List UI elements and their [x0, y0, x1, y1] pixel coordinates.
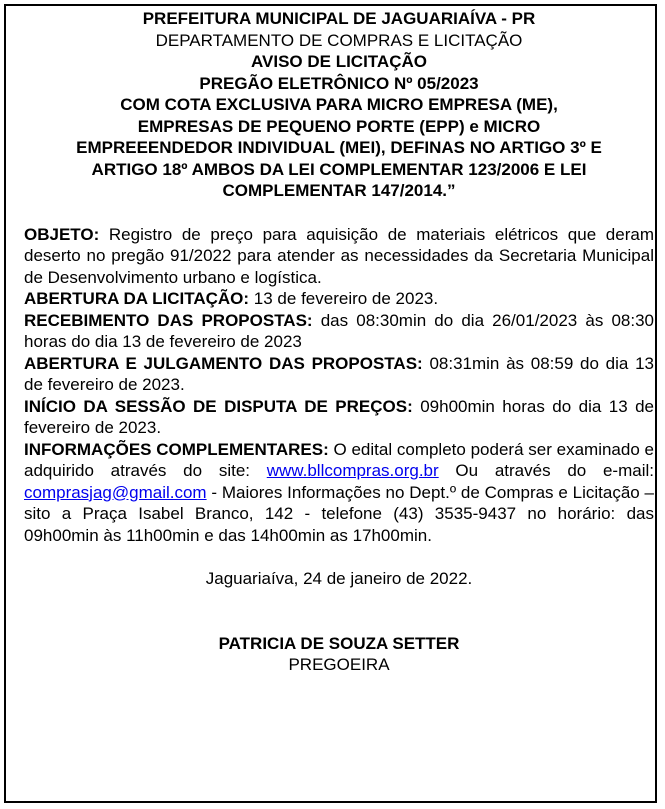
info-text-1: O edital completo poderá ser examinado e adquirido através do site: — [24, 439, 654, 480]
inicio-text: 09h00min horas do dia 13 de fevereiro de 2023. — [24, 396, 654, 437]
abertura-text: 13 de fevereiro de 2023. — [249, 289, 439, 308]
header — [24, 8, 654, 202]
julgamento-text: 08:31min às 08:59 do dia 13 de fevereiro de 2023. — [24, 353, 654, 394]
info-text-2: Ou através do e-mail: — [438, 461, 654, 480]
inicio-paragraph — [24, 396, 654, 439]
julgamento-paragraph — [24, 353, 654, 396]
notice-body — [24, 224, 654, 547]
info-paragraph — [24, 439, 654, 547]
recebimento-label: RECEBIMENTO DAS PROPOSTAS: — [24, 310, 313, 330]
header-cota-line-3: EMPREEENDEDOR INDIVIDUAL (MEI), DEFINAS NO ARTIGO 3º E — [76, 138, 602, 157]
header-pregao: PREGÃO ELETRÔNICO Nº 05/2023 — [199, 73, 479, 93]
document — [24, 8, 654, 676]
signature-name: PATRICIA DE SOUZA SETTER — [218, 633, 460, 653]
abertura-label: ABERTURA DA LICITAÇÃO: — [24, 289, 250, 308]
header-cota-line-1: COM COTA EXCLUSIVA PARA MICRO EMPRESA (ME), — [120, 95, 558, 114]
objeto-text: Registro de preço para aquisição de materiais elétricos que deram deserto no pregão 91/2022 para atender as necessidades da Secretaria Municipal de Desenvolvimento urbano e logística. — [24, 224, 654, 287]
recebimento-paragraph — [24, 310, 654, 353]
info-label: INFORMAÇÕES COMPLEMENTARES: — [24, 439, 329, 459]
signature-block — [24, 633, 654, 676]
info-text-3: - Maiores Informações no Dept.º de Compras e Licitação – sito a Praça Isabel Branco, 142 - telefone (43) 3535-9437 no horário: das 09h00min às 11h00min e das 14h00min as 17h00min. — [24, 482, 654, 545]
site-link[interactable]: www.bllcompras.org.br — [266, 461, 439, 480]
header-cota-line-5: COMPLEMENTAR 147/2014.” — [222, 181, 456, 200]
recebimento-text: das 08:30min do dia 26/01/2023 às 08:30 horas do dia 13 de fevereiro de 2023 — [24, 310, 654, 351]
document-date: Jaguariaíva, 24 de janeiro de 2022. — [205, 569, 473, 588]
email-link[interactable]: comprasjag@gmail.com — [24, 482, 207, 502]
abertura-paragraph — [24, 288, 654, 310]
signature-role: PREGOEIRA — [288, 655, 390, 674]
inicio-label: INÍCIO DA SESSÃO DE DISPUTA DE PREÇOS: — [24, 396, 413, 416]
objeto-label: OBJETO: — [24, 224, 100, 244]
header-cota-line-2: EMPRESAS DE PEQUENO PORTE (EPP) e MICRO — [137, 116, 541, 136]
header-aviso: AVISO DE LICITAÇÃO — [251, 52, 427, 71]
header-cota-line-4: ARTIGO 18º AMBOS DA LEI COMPLEMENTAR 123/2006 E LEI — [91, 159, 587, 179]
header-departamento: DEPARTAMENTO DE COMPRAS E LICITAÇÃO — [155, 30, 523, 50]
objeto-paragraph — [24, 224, 654, 289]
julgamento-label: ABERTURA E JULGAMENTO DAS PROPOSTAS: — [24, 353, 423, 373]
header-prefeitura: PREFEITURA MUNICIPAL DE JAGUARIAÍVA - PR — [142, 9, 536, 28]
